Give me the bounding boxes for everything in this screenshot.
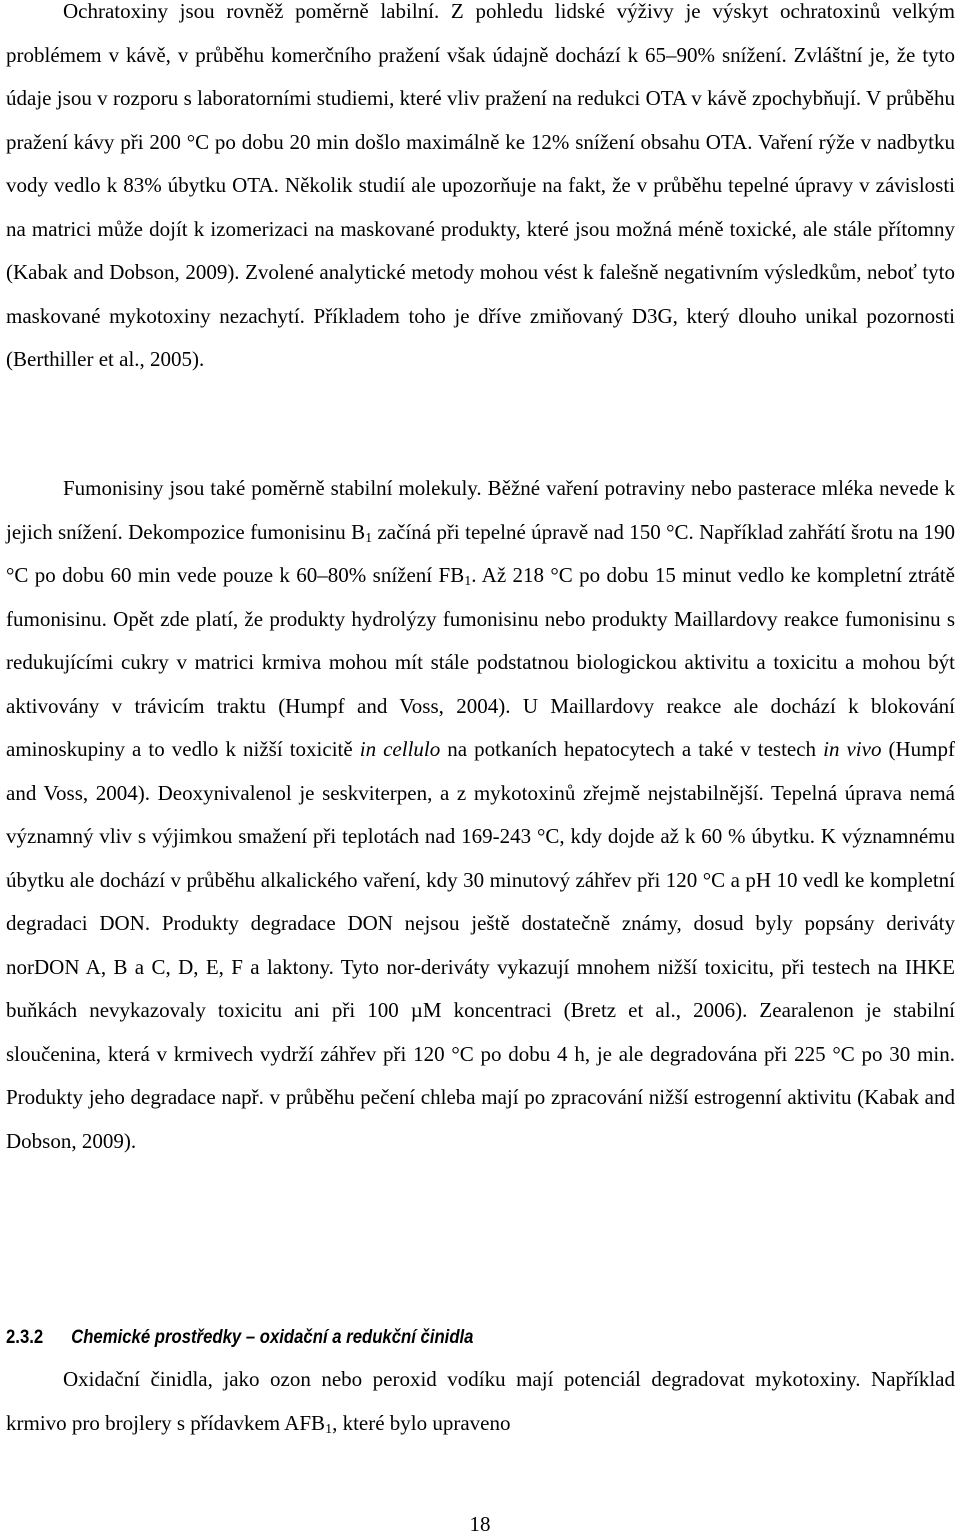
paragraph-oxidants-text-1: Oxidační činidla, jako ozon nebo peroxid vodíku mají potenciál degradovat mykotoxiny. Například krmivo pro brojlery s přídavkem AFB	[6, 1367, 955, 1435]
section-heading	[6, 1324, 841, 1352]
paragraph-ochratoxins-text: Ochratoxiny jsou rovněž poměrně labilní. Z pohledu lidské výživy je výskyt ochratoxinů velkým problémem v kávě, v průběhu komerčního pražení však údajně dochází k 65–90% snížení. Zvláštní je, že tyto údaje jsou v rozporu s laboratorními studiemi, které vliv pražení na redukci OTA v kávě zpochybňují. V průběhu pražení kávy při 200 °C po dobu 20 min došlo maximálně ke 12% snížení obsahu OTA. Vaření rýže v nadbytku vody vedlo k 83% úbytku OTA. Několik studií ale upozorňuje na fakt, že v průběhu tepelné úpravy v závislosti na matrici může dojít k izomerizaci na maskované produkty, které jsou možná méně toxické, ale stále přítomny (Kabak and Dobson, 2009). Zvolené analytické metody mohou vést k falešně negativním výsledkům, neboť tyto maskované mykotoxiny nezachytí. Příkladem toho je dříve zmiňovaný D3G, který dlouho unikal pozornosti (Berthiller et al., 2005).	[6, 0, 955, 371]
paragraph-fumonisins-text-4: na potkaních hepatocytech a také v testech	[440, 737, 824, 761]
paragraph-fumonisins-text-3: . Až 218 °C po dobu 15 minut vedlo ke kompletní ztrátě fumonisinu. Opět zde platí, že produkty hydrolýzy fumonisinu nebo produkty Maillardovy reakce fumonisinu s redukujícími cukry v matrici krmiva mohou mít stále podstatnou biologickou aktivitu a toxicitu a mohou být aktivovány v trávicím traktu (Humpf and Voss, 2004). U Maillardovy reakce ale dochází k blokování aminoskupiny a to vedlo k nižší toxicitě	[6, 563, 955, 761]
paragraph-fumonisins-text-5: (Humpf and Voss, 2004). Deoxynivalenol je seskviterpen, a z mykotoxinů zřejmě nejstabilnější. Tepelná úprava nemá významný vliv s výjimkou smažení při teplotách nad 169-243 °C, kdy dojde až k 60 % úbytku. K významnému úbytku ale dochází v průběhu alkalického vaření, kdy 30 minutový záhřev při 120 °C a pH 10 vedl ke kompletní degradaci DON. Produkty degradace DON nejsou ještě dostatečně známy, dosud byly popsány deriváty norDON A, B a C, D, E, F a laktony. Tyto nor-deriváty vykazují mnohem nižší toxicitu, při testech na IHKE buňkách nevykazovaly toxicitu ani při 100 µM koncentraci (Bretz et al., 2006). Zearalenon je stabilní sloučenina, která v krmivech vydrží záhřev při 120 °C po dobu 4 h, je ale degradována při 225 °C po 30 min. Produkty jeho degradace např. v průběhu pečení chleba mají po zpracování nižší estrogenní aktivitu (Kabak and Dobson, 2009).	[6, 737, 955, 1153]
section-number: 2.3.2	[6, 1327, 44, 1348]
paragraph-fumonisins-text-2: začíná při tepelné úpravě nad 150 °C. Například zahřátí šrotu na 190 °C po dobu 60 min vede pouze k 60–80% snížení FB	[6, 519, 955, 587]
paragraph-ochratoxins	[6, 0, 955, 382]
italic-in-vivo: in vivo	[823, 737, 882, 761]
paragraph-oxidants-text-2: , které bylo upraveno	[332, 1410, 511, 1435]
paragraph-fumonisins	[6, 467, 955, 1163]
page-number: 18	[469, 1512, 491, 1536]
section-title: Chemické prostředky – oxidační a redukční činidla	[71, 1327, 474, 1348]
paragraph-fumonisins-text-1: Fumonisiny jsou také poměrně stabilní molekuly. Běžné vaření potraviny nebo pasterace mléka nevede k jejich snížení. Dekompozice fumonisinu B	[6, 476, 955, 544]
italic-in-cellulo: in cellulo	[359, 737, 441, 761]
subscript-fb1: 1	[464, 574, 472, 589]
paragraph-oxidants	[6, 1358, 955, 1445]
subscript-afb1: 1	[325, 1421, 333, 1437]
subscript-b1: 1	[365, 530, 373, 546]
